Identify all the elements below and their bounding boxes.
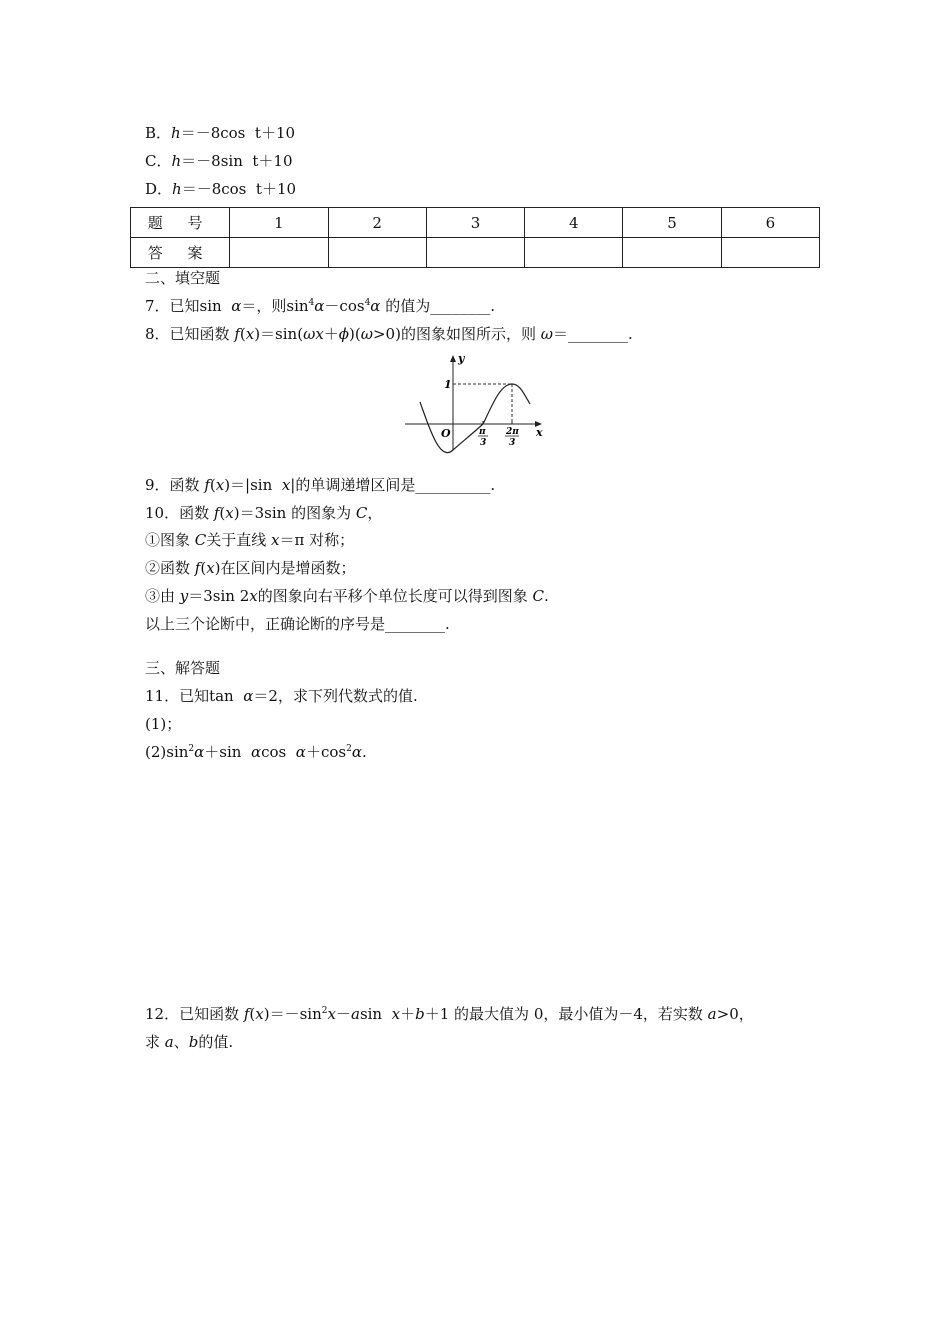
- q10-statement-3: [145, 586, 549, 606]
- table-cell-answer[interactable]: [230, 238, 328, 268]
- y-one-label: 1: [444, 378, 452, 391]
- q10-text: (: [219, 504, 226, 522]
- s3-text: 的图象向右平移个单位长度可以得到图象: [257, 587, 533, 605]
- q8-text: ＋: [323, 325, 339, 343]
- s2-text: ②函数: [145, 559, 195, 577]
- s3-text: ③由: [145, 587, 180, 605]
- q7-alpha: α: [314, 297, 325, 315]
- q8-text: 8．已知函数: [145, 325, 235, 343]
- p2-text: ＋sin: [204, 743, 251, 761]
- q7-blank: 的值为________.: [380, 297, 495, 315]
- q10-x: x: [225, 504, 234, 522]
- s3-c: C: [532, 587, 545, 605]
- question-10: [145, 503, 382, 523]
- table-header-question-number: 题 号: [131, 208, 230, 238]
- table-cell-answer[interactable]: [328, 238, 426, 268]
- origin-label: O: [441, 427, 451, 440]
- q9-x: x: [281, 476, 291, 494]
- q9-blank: |的单调递增区间是__________.: [290, 476, 496, 494]
- p2-alpha: α: [194, 743, 205, 761]
- q9-text: )＝|sin: [224, 476, 282, 494]
- s1-c: C: [194, 531, 207, 549]
- s3-x: x: [249, 587, 258, 605]
- s3-text: .: [544, 587, 549, 605]
- q8-phi: ϕ: [338, 325, 350, 343]
- q12-text: >0，: [716, 1005, 754, 1023]
- q12-x: x: [327, 1005, 336, 1023]
- table-row-answers: [131, 238, 820, 268]
- s1-text: 关于直线: [206, 531, 272, 549]
- q12-a: a: [350, 1005, 360, 1023]
- question-12: [145, 1004, 754, 1024]
- option-c-var: h: [171, 152, 182, 170]
- question-11: [145, 686, 418, 706]
- q10-c: C: [355, 504, 368, 522]
- q12-text: )＝－sin: [263, 1005, 322, 1023]
- p2-exponent: 2: [188, 744, 195, 754]
- q8-text: )＝sin(: [254, 325, 304, 343]
- tick-label-three: 3: [509, 438, 516, 448]
- section-solve-title: 三、解答题: [145, 659, 221, 677]
- q10-text: )＝3sin 的图象为: [233, 504, 356, 522]
- q12-x: x: [391, 1005, 401, 1023]
- option-c-text: ＝－8sin t＋10: [181, 152, 293, 170]
- q11-text: 11．已知tan: [145, 687, 244, 705]
- q8-omega: ω: [303, 325, 316, 343]
- table-cell-number: 3: [426, 208, 524, 238]
- question-12-line-2: [145, 1032, 233, 1052]
- question-9: [145, 475, 495, 495]
- s2-x: x: [206, 559, 215, 577]
- q12-text: －: [335, 1005, 351, 1023]
- q11-part-1: (1)；: [145, 715, 182, 733]
- table-cell-number: 4: [525, 208, 623, 238]
- q10-text: ，: [367, 504, 383, 522]
- q7-text: 7．已知sin: [145, 297, 232, 315]
- option-b: [145, 123, 295, 143]
- s2-text: )在区间内是增函数；: [214, 559, 356, 577]
- p2-text: (2)sin: [145, 743, 189, 761]
- table-row-numbers: [131, 208, 820, 238]
- q8-text: )(: [349, 325, 361, 343]
- q12-a: a: [707, 1005, 717, 1023]
- q9-text: 9．函数: [145, 476, 205, 494]
- option-d-var: h: [172, 180, 182, 198]
- q9-text: (: [209, 476, 216, 494]
- sine-graph: [400, 350, 550, 455]
- x-axis-label: x: [536, 426, 543, 439]
- q12-a: a: [164, 1033, 174, 1051]
- q12-text: ＋: [400, 1005, 416, 1023]
- table-cell-number: 1: [230, 208, 328, 238]
- option-c: [145, 151, 293, 171]
- q10-statement-1: [145, 530, 354, 550]
- q7-alpha: α: [370, 297, 381, 315]
- table-cell-answer[interactable]: [426, 238, 524, 268]
- q8-f: f: [234, 325, 240, 343]
- option-c-label: C．: [145, 152, 172, 170]
- s2-f: f: [194, 559, 201, 577]
- tick-label-two-pi: 2π: [506, 427, 519, 437]
- p2-exponent: 2: [346, 744, 352, 754]
- q12-text: 的值.: [198, 1033, 234, 1051]
- tick-label-three: 3: [480, 438, 487, 448]
- p2-alpha: α: [250, 743, 262, 761]
- section-fill-in-title: 二、填空题: [145, 269, 221, 287]
- table-cell-number: 6: [721, 208, 819, 238]
- y-axis-label: y: [458, 352, 465, 365]
- q8-text: (: [239, 325, 246, 343]
- table-header-answer: 答 案: [131, 238, 230, 268]
- q8-blank: ＝________.: [552, 325, 633, 343]
- q10-statement-2: [145, 558, 356, 578]
- q12-text: (: [249, 1005, 256, 1023]
- q7-alpha: α: [231, 297, 242, 315]
- question-7: [145, 296, 495, 316]
- answer-table: [130, 207, 820, 268]
- p2-text: cos: [261, 743, 296, 761]
- q7-exponent: 4: [308, 298, 315, 308]
- q12-text: 12．已知函数: [145, 1005, 244, 1023]
- q10-conclusion: 以上三个论断中，正确论断的序号是________.: [145, 615, 450, 633]
- s1-text: ＝π 对称；: [279, 531, 355, 549]
- p2-text: ＋cos: [305, 743, 347, 761]
- q11-text: ＝2，求下列代数式的值.: [253, 687, 418, 705]
- table-cell-number: 2: [328, 208, 426, 238]
- s1-text: ①图象: [145, 531, 195, 549]
- p2-alpha: α: [351, 743, 362, 761]
- option-b-text: ＝－8cos t＋10: [180, 124, 296, 142]
- question-8: [145, 324, 633, 344]
- q8-omega: ω: [360, 325, 373, 343]
- p2-text: .: [361, 743, 367, 761]
- q11-part-2: [145, 742, 367, 762]
- table-cell-answer[interactable]: [623, 238, 721, 268]
- q12-x: x: [255, 1005, 264, 1023]
- q8-text: >0)的图象如图所示，则: [372, 325, 541, 343]
- q9-x: x: [215, 476, 225, 494]
- q8-x: x: [315, 325, 324, 343]
- option-b-var: h: [171, 124, 181, 142]
- q10-f: f: [213, 504, 220, 522]
- q8-x: x: [245, 325, 255, 343]
- y-axis-arrow: [450, 355, 456, 362]
- q7-text: －cos: [324, 297, 365, 315]
- option-d-label: D．: [145, 180, 173, 198]
- q12-exponent: 2: [321, 1006, 328, 1016]
- q12-text: 求: [145, 1033, 165, 1051]
- s2-text: (: [200, 559, 207, 577]
- table-cell-number: 5: [623, 208, 721, 238]
- option-d-text: ＝－8cos t＋10: [181, 180, 297, 198]
- q11-alpha: α: [243, 687, 254, 705]
- table-cell-answer[interactable]: [721, 238, 819, 268]
- tick-label-pi: π: [479, 427, 486, 437]
- q12-text: 、: [173, 1033, 189, 1051]
- q8-omega: ω: [540, 325, 553, 343]
- q10-text: 10．函数: [145, 504, 214, 522]
- option-d: [145, 179, 296, 199]
- q12-text: sin: [359, 1005, 392, 1023]
- p2-alpha: α: [295, 743, 306, 761]
- q12-b: b: [188, 1033, 199, 1051]
- s1-x: x: [271, 531, 280, 549]
- q12-b: b: [415, 1005, 425, 1023]
- table-cell-answer[interactable]: [525, 238, 623, 268]
- option-b-label: B．: [145, 124, 172, 142]
- q12-text: ＋1 的最大值为 0，最小值为－4，若实数: [424, 1005, 708, 1023]
- q7-exponent: 4: [364, 298, 371, 308]
- s3-text: ＝3sin 2: [188, 587, 250, 605]
- q9-f: f: [204, 476, 210, 494]
- q12-f: f: [243, 1005, 250, 1023]
- q7-text: ＝，则sin: [241, 297, 309, 315]
- s3-y: y: [179, 587, 189, 605]
